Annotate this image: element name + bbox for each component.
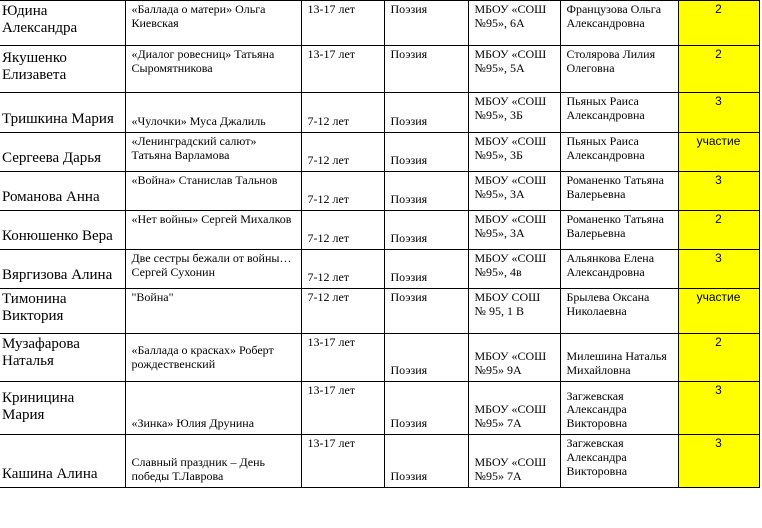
genre: Поэзия xyxy=(384,133,468,172)
genre: Поэзия xyxy=(384,46,468,93)
age-group: 13-17 лет xyxy=(301,1,384,46)
result-cell: 3 xyxy=(678,250,759,289)
age-group: 7-12 лет xyxy=(301,250,384,289)
school: МБОУ «СОШ №95», 4в xyxy=(468,250,560,289)
genre: Поэзия xyxy=(384,250,468,289)
table-row xyxy=(0,93,759,133)
work-title: «Баллада о красках» Роберт рождественский xyxy=(125,334,301,382)
age-group: 7-12 лет xyxy=(301,133,384,172)
teacher: Брылева Оксана Николаевна xyxy=(560,289,678,334)
school: МБОУ «СОШ №95», 3Б xyxy=(468,93,560,133)
participant-name: Юдина Александра xyxy=(0,1,125,46)
result-cell: 3 xyxy=(678,93,759,133)
result-cell: 2 xyxy=(678,46,759,93)
genre: Поэзия xyxy=(384,172,468,211)
work-title: "Война" xyxy=(125,289,301,334)
participant-name: Вяргизова Алина xyxy=(0,250,125,289)
table-row xyxy=(0,46,759,93)
table-row xyxy=(0,133,759,172)
work-title: «Диалог ровесниц» Татьяна Сыромятникова xyxy=(125,46,301,93)
work-title: «Зинка» Юлия Друнина xyxy=(125,382,301,435)
work-title: «Баллада о матери» Ольга Киевская xyxy=(125,1,301,46)
result-cell: участие xyxy=(678,289,759,334)
table-row xyxy=(0,435,759,488)
result-cell: участие xyxy=(678,133,759,172)
work-title: Славный праздник – День победы Т.Лаврова xyxy=(125,435,301,488)
participant-name: Тимонина Виктория xyxy=(0,289,125,334)
age-group: 13-17 лет xyxy=(301,435,384,488)
result-cell: 3 xyxy=(678,435,759,488)
teacher: Милешина Наталья Михайловна xyxy=(560,334,678,382)
participant-name: Романова Анна xyxy=(0,172,125,211)
school: МБОУ «СОШ №95» 9А xyxy=(468,334,560,382)
genre: Поэзия xyxy=(384,289,468,334)
result-cell: 2 xyxy=(678,211,759,250)
genre: Поэзия xyxy=(384,93,468,133)
genre: Поэзия xyxy=(384,334,468,382)
teacher: Французова Ольга Александровна xyxy=(560,1,678,46)
work-title: «Чулочки» Муса Джалиль xyxy=(125,93,301,133)
teacher: Столярова Лилия Олеговна xyxy=(560,46,678,93)
participant-name: Кашина Алина xyxy=(0,435,125,488)
participant-name: Тришкина Мария xyxy=(0,93,125,133)
participant-name: Криницина Мария xyxy=(0,382,125,435)
school: МБОУ «СОШ №95», 5А xyxy=(468,46,560,93)
participant-name: Сергеева Дарья xyxy=(0,133,125,172)
table-row xyxy=(0,1,759,46)
participant-name: Якушенко Елизавета xyxy=(0,46,125,93)
teacher: Пьяных Раиса Александровна xyxy=(560,93,678,133)
teacher: Пьяных Раиса Александровна xyxy=(560,133,678,172)
school: МБОУ «СОШ №95» 7А xyxy=(468,382,560,435)
result-cell: 3 xyxy=(678,382,759,435)
participant-name: Музафарова Наталья xyxy=(0,334,125,382)
participant-name: Конюшенко Вера xyxy=(0,211,125,250)
age-group: 7-12 лет xyxy=(301,289,384,334)
table-row xyxy=(0,334,759,382)
school: МБОУ «СОШ №95», 3А xyxy=(468,211,560,250)
work-title: «Ленинградский салют» Татьяна Варламова xyxy=(125,133,301,172)
age-group: 7-12 лет xyxy=(301,211,384,250)
work-title: «Нет войны» Сергей Михалков xyxy=(125,211,301,250)
result-cell: 3 xyxy=(678,172,759,211)
teacher: Загжевская Александра Викторовна xyxy=(560,435,678,488)
table-row xyxy=(0,172,759,211)
school: МБОУ «СОШ №95», 3А xyxy=(468,172,560,211)
age-group: 13-17 лет xyxy=(301,382,384,435)
genre: Поэзия xyxy=(384,1,468,46)
age-group: 13-17 лет xyxy=(301,46,384,93)
genre: Поэзия xyxy=(384,382,468,435)
teacher: Альянкова Елена Александровна xyxy=(560,250,678,289)
age-group: 7-12 лет xyxy=(301,172,384,211)
work-title: «Война» Станислав Тальнов xyxy=(125,172,301,211)
school: МБОУ «СОШ №95» 7А xyxy=(468,435,560,488)
school: МБОУ «СОШ №95», 3Б xyxy=(468,133,560,172)
school: МБОУ «СОШ №95», 6А xyxy=(468,1,560,46)
genre: Поэзия xyxy=(384,435,468,488)
teacher: Романенко Татьяна Валерьевна xyxy=(560,172,678,211)
table-row xyxy=(0,250,759,289)
genre: Поэзия xyxy=(384,211,468,250)
table-row xyxy=(0,382,759,435)
age-group: 7-12 лет xyxy=(301,93,384,133)
age-group: 13-17 лет xyxy=(301,334,384,382)
school: МБОУ СОШ № 95, 1 В xyxy=(468,289,560,334)
table-row xyxy=(0,211,759,250)
table-row xyxy=(0,289,759,334)
result-cell: 2 xyxy=(678,334,759,382)
work-title: Две сестры бежали от войны… Сергей Сухонин xyxy=(125,250,301,289)
teacher: Загжевская Александра Викторовна xyxy=(560,382,678,435)
teacher: Романенко Татьяна Валерьевна xyxy=(560,211,678,250)
result-cell: 2 xyxy=(678,1,759,46)
